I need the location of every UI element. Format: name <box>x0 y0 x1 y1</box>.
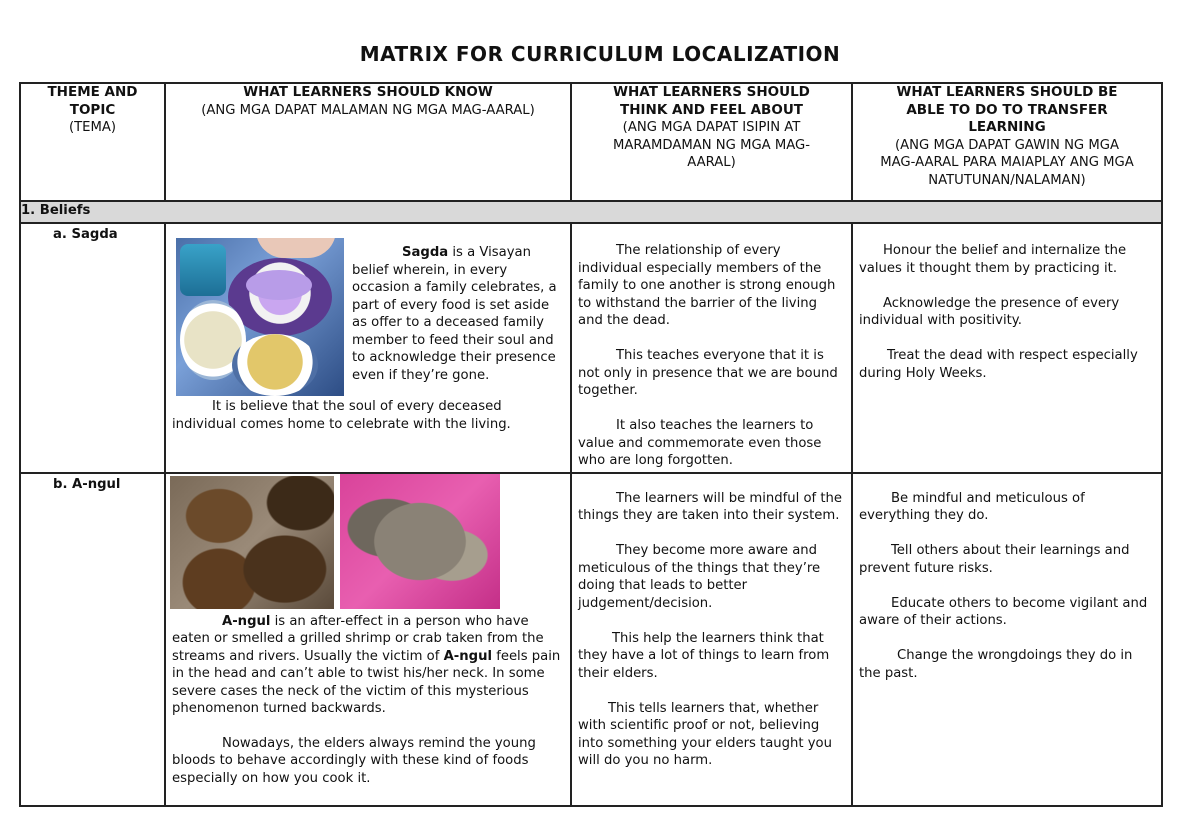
sagda-food-photo <box>176 238 344 396</box>
transfer-cell-angul <box>852 473 1162 806</box>
think-cell-angul <box>571 473 852 806</box>
topic-angul: b. A-ngul <box>20 473 165 806</box>
header-transfer-note2: MAG-AARAL PARA MAIAPLAY ANG MGA <box>880 155 1134 170</box>
header-transfer-line3: LEARNING <box>968 119 1046 135</box>
shrimp-photo <box>340 474 500 609</box>
know-cell-angul <box>165 473 571 806</box>
header-transfer-note3: NATUTUNAN/NALAMAN) <box>928 172 1086 188</box>
header-think-note3: AARAL) <box>687 155 736 170</box>
section-row <box>20 201 1162 223</box>
section-title: 1. Beliefs <box>20 201 1162 223</box>
think-item: This teaches everyone that it is not only in presence that we are bound together. <box>578 348 838 398</box>
transfer-item: Educate others to become vigilant and aware of their actions. <box>859 595 1148 628</box>
think-item: The relationship of every individual especially members of the family to one another is strong enough to withstand the barrier of the living and the dead. <box>578 243 836 328</box>
document-title: MATRIX FOR CURRICULUM LOCALIZATION <box>359 42 841 66</box>
header-row <box>20 83 1162 201</box>
table-row <box>20 473 1162 806</box>
think-item: This tells learners that, whether with scientific proof or not, believing into something your elders taught you will do you no harm. <box>578 700 832 768</box>
header-transfer-note1: (ANG MGA DAPAT GAWIN NG MGA <box>895 137 1119 153</box>
sagda-text: is a Visayan belief wherein, in every occasion a family celebrates, a part of every food is set aside as offer to a deceased family member to feed their soul and to acknowledge their presence even if they’re gone. <box>352 245 557 383</box>
header-know <box>165 83 571 201</box>
header-theme-note: (TEMA) <box>68 120 117 135</box>
transfer-item: Tell others about their learnings and prevent future risks. <box>859 543 1130 576</box>
topic-sagda: a. Sagda <box>20 223 165 473</box>
angul-text-b: feels pain in the head and can’t able to twist his/her neck. In some severe cases the neck of the victim of this mysterious phenomenon turned backwards. <box>172 648 561 716</box>
transfer-item: Honour the belief and internalize the values it thought them by practicing it. <box>859 243 1127 276</box>
sagda-description-2 <box>172 398 564 433</box>
think-item: It also teaches the learners to value and commemorate even those who are long forgotten. <box>578 418 822 468</box>
sagda-text-2: It is believe that the soul of every deceased individual comes home to celebrate with the living. <box>172 399 511 432</box>
transfer-item: Treat the dead with respect especially during Holy Weeks. <box>859 348 1138 381</box>
crab-dish-photo <box>170 476 334 609</box>
angul-description <box>172 613 564 718</box>
header-think-note1: (ANG MGA DAPAT ISIPIN AT <box>622 120 801 135</box>
header-transfer-line2: ABLE TO DO TO TRANSFER <box>906 101 1108 118</box>
transfer-item: Acknowledge the presence of every individual with positivity. <box>859 295 1120 328</box>
header-theme-line1: THEME AND <box>47 84 138 100</box>
think-cell-sagda <box>571 223 852 473</box>
header-think-line2: THINK AND FEEL ABOUT <box>620 101 803 118</box>
header-think-note2: MARAMDAMAN NG MGA MAG- <box>612 137 811 153</box>
header-know-title: WHAT LEARNERS SHOULD KNOW <box>243 84 493 100</box>
transfer-item: Be mindful and meticulous of everything they do. <box>859 490 1085 523</box>
curriculum-matrix-table <box>19 82 1163 807</box>
angul-text-a: is an after-effect in a person who have eaten or smelled a grilled shrimp or crab taken from the streams and rivers. Usually the victim of <box>172 613 544 664</box>
sagda-keyword: Sagda <box>402 245 449 260</box>
header-theme <box>20 83 165 201</box>
angul-keyword-2: A-ngul <box>443 648 492 664</box>
transfer-cell-sagda <box>852 223 1162 473</box>
header-think <box>571 83 852 201</box>
angul-keyword: A-ngul <box>222 613 271 629</box>
transfer-item: Change the wrongdoings they do in the past. <box>859 648 1133 681</box>
header-think-line1: WHAT LEARNERS SHOULD <box>613 84 810 100</box>
think-item: This help the learners think that they have a lot of things to learn from their elders. <box>578 630 830 681</box>
know-cell-sagda <box>165 223 571 473</box>
header-theme-line2: TOPIC <box>69 101 116 118</box>
header-transfer <box>852 83 1162 201</box>
angul-description-2 <box>172 735 564 788</box>
header-know-note: (ANG MGA DAPAT MALAMAN NG MGA MAG-AARAL) <box>201 102 535 118</box>
header-transfer-line1: WHAT LEARNERS SHOULD BE <box>896 84 1118 100</box>
table-row <box>20 223 1162 473</box>
angul-photos <box>170 474 564 611</box>
think-item: The learners will be mindful of the things they are taken into their system. <box>578 490 843 523</box>
think-item: They become more aware and meticulous of the things that they’re doing that leads to better judgement/decision. <box>578 543 821 611</box>
angul-text-2: Nowadays, the elders always remind the young bloods to behave accordingly with these kind of foods especially on how you cook it. <box>172 735 536 786</box>
